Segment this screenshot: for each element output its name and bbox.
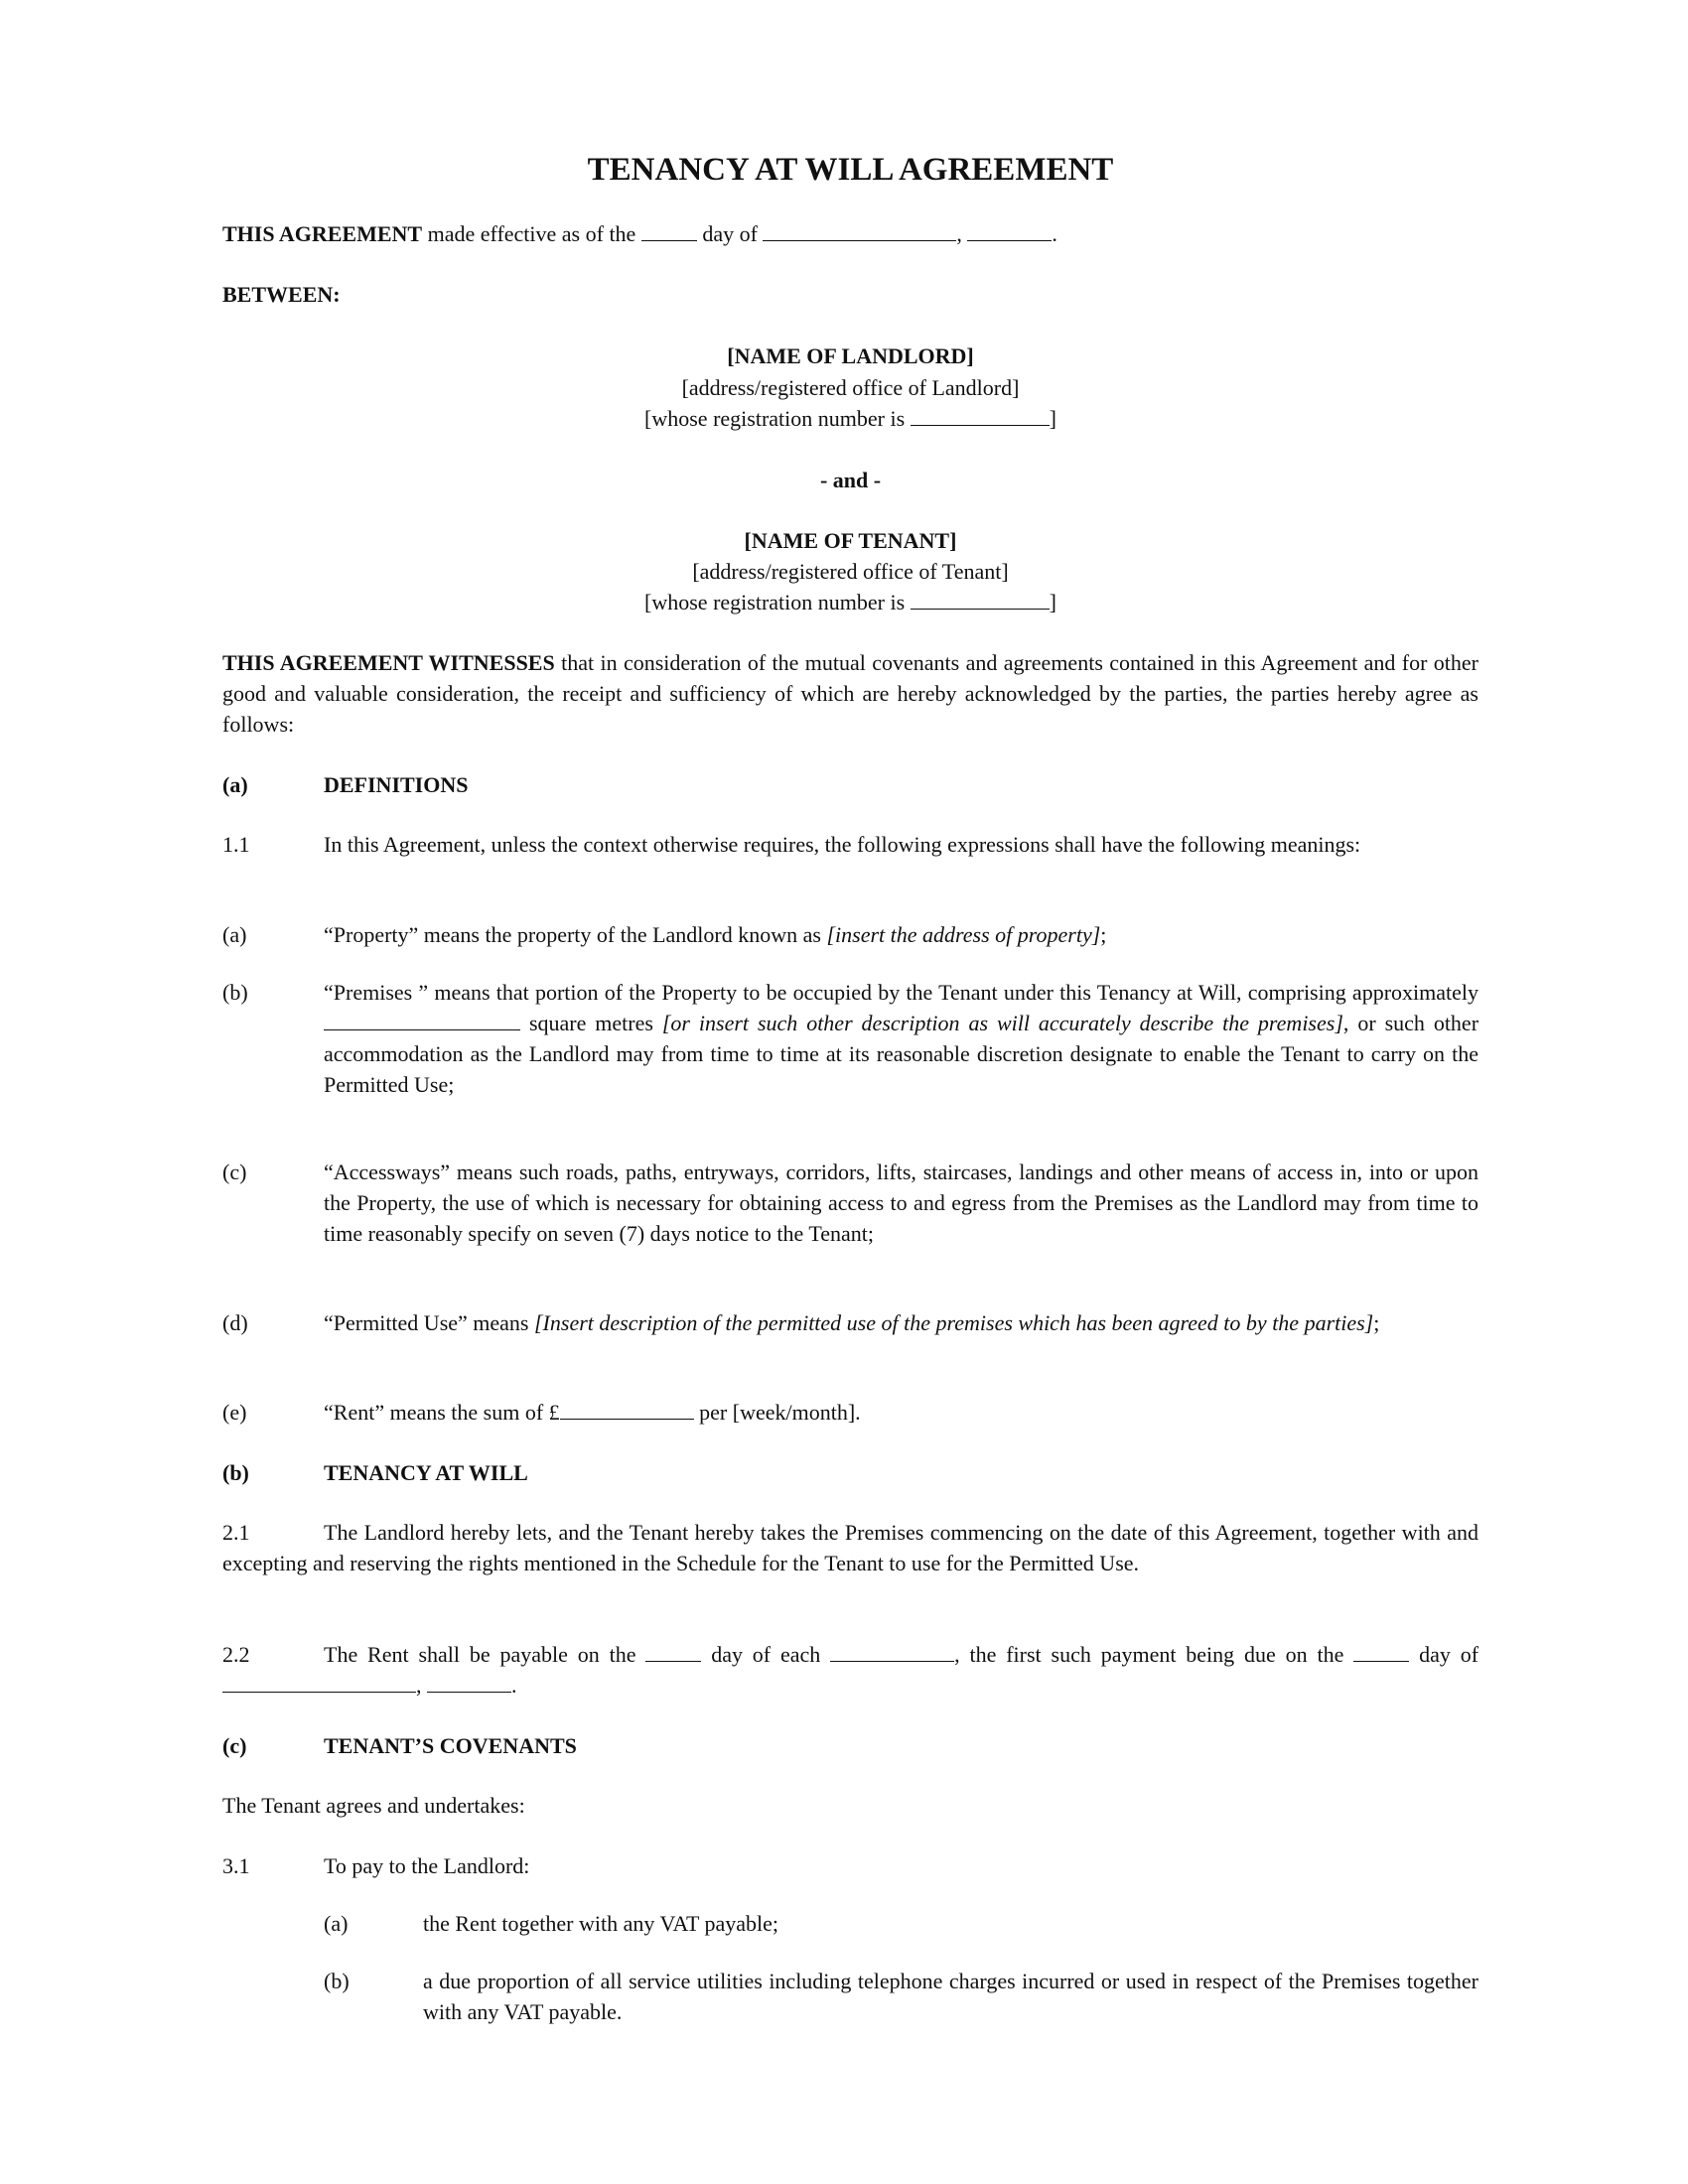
item-number: (e): [222, 1400, 247, 1425]
clause-number: 3.1: [222, 1853, 250, 1878]
def-end: ;: [1100, 922, 1107, 947]
landlord-address: [address/registered office of Landlord]: [681, 375, 1020, 400]
definition-accessways: “Accessways” means such roads, paths, entryways, corridors, lifts, staircases, landings and other means of access in, into or upon the Property, the use of which is necessary for obtaining access to and egress from the Premises as the Landlord may from time to time reasonably specify on seven (7) days notice to the Tenant;: [324, 1160, 1478, 1246]
clause-number: 2.1: [222, 1520, 250, 1545]
area-blank[interactable]: [324, 1010, 520, 1030]
clause-number: 2.2: [222, 1642, 250, 1667]
clause-3-1: To pay to the Landlord:: [324, 1853, 530, 1878]
landlord-registration: [222, 403, 1478, 434]
bracket: ]: [1049, 590, 1056, 614]
witnesses-paragraph: [222, 647, 1478, 740]
comma: ,: [956, 221, 962, 246]
clause-3-1-b: a due proportion of all service utilities including telephone charges incurred or used in respect of the Premises together with any VAT payable.: [423, 1969, 1478, 2024]
clause-number: 1.1: [222, 832, 250, 857]
first-year-blank[interactable]: [427, 1672, 511, 1693]
section-heading-tenancy: TENANCY AT WILL: [324, 1460, 528, 1485]
def-text: per [week/month].: [699, 1400, 861, 1425]
definition-rent: [324, 1397, 1478, 1428]
tenant-name: [NAME OF TENANT]: [744, 528, 957, 553]
tenant-reg-blank[interactable]: [911, 589, 1050, 610]
clause-text: , the first such payment being due on the: [954, 1642, 1344, 1667]
year-blank[interactable]: [967, 220, 1052, 241]
month-blank[interactable]: [763, 220, 956, 241]
landlord-name: [NAME OF LANDLORD]: [727, 343, 974, 368]
definition-permitted-use: [324, 1307, 1478, 1338]
clause-2-1: [222, 1517, 1478, 1578]
payment-day-blank[interactable]: [645, 1641, 701, 1662]
reg-label: [whose registration number is: [644, 590, 906, 614]
definition-property: [324, 919, 1478, 950]
def-text: “Rent” means the sum of £: [324, 1400, 560, 1425]
item-number: (b): [222, 980, 248, 1005]
reg-label: [whose registration number is: [644, 406, 906, 431]
tenant-address: [address/registered office of Tenant]: [692, 559, 1009, 584]
tenant-registration: [222, 587, 1478, 617]
item-number: (c): [222, 1160, 247, 1184]
document-title: TENANCY AT WILL AGREEMENT: [587, 152, 1114, 188]
first-month-blank[interactable]: [222, 1672, 416, 1693]
def-italic: [or insert such other description as will accurately describe the premises]: [661, 1011, 1343, 1035]
clause-text: day of each: [711, 1642, 821, 1667]
section-number: (b): [222, 1460, 249, 1485]
first-day-blank[interactable]: [1353, 1641, 1409, 1662]
clause-text: In this Agreement, unless the context otherwise requires, the following expressions shall have the following meanings:: [324, 832, 1361, 857]
intro-text: day of: [702, 221, 758, 246]
def-text: “Property” means the property of the Landlord known as: [324, 922, 821, 947]
section-heading-definitions: DEFINITIONS: [324, 772, 469, 797]
item-number: (a): [222, 922, 247, 947]
intro-bold: THIS AGREEMENT: [222, 221, 423, 246]
clause-text: The Landlord hereby lets, and the Tenant hereby takes the Premises commencing on the date of this Agreement, together with and excepting and reserving the rights mentioned in the Schedule for the Tenant to use for the Permitted Use.: [222, 1520, 1478, 1575]
clause-text: The Rent shall be payable on the: [324, 1642, 636, 1667]
section-heading-covenants: TENANT’S COVENANTS: [324, 1733, 577, 1758]
def-italic: [Insert description of the permitted use of the premises which has been agreed to by the parties]: [534, 1310, 1374, 1335]
def-text: “Premises ” means that portion of the Property to be occupied by the Tenant under this Tenancy at Will, comprising approximately: [324, 980, 1478, 1005]
clause-3-1-a: the Rent together with any VAT payable;: [423, 1911, 779, 1936]
witnesses-bold: THIS AGREEMENT WITNESSES: [222, 650, 555, 675]
comma: ,: [416, 1673, 422, 1698]
period: .: [1052, 221, 1057, 246]
clause-2-2: [222, 1639, 1478, 1701]
def-text: , or such other accommodation as the Landlord may from time to time at its reasonable discretion designate to enable the Tenant to carry on the Permitted Use;: [324, 1011, 1479, 1097]
intro-paragraph: [222, 218, 1478, 249]
def-text: “Permitted Use” means: [324, 1310, 529, 1335]
period-blank[interactable]: [830, 1641, 954, 1662]
and-separator: - and -: [819, 468, 882, 492]
witnesses-text: that in consideration of the mutual covenants and agreements contained in this Agreement and for other good and valuable consideration, the receipt and sufficiency of which are hereby acknowledged by the parties, the parties hereby agree as follows:: [222, 650, 1479, 737]
day-blank[interactable]: [641, 220, 697, 241]
intro-text: made effective as of the: [427, 221, 636, 246]
def-text: square metres: [528, 1011, 653, 1035]
between-label: BETWEEN:: [222, 282, 341, 307]
item-number: (b): [324, 1969, 350, 1993]
clause-text: day of: [1419, 1642, 1479, 1667]
tenant-agrees: The Tenant agrees and undertakes:: [222, 1793, 525, 1818]
section-number: (c): [222, 1733, 247, 1758]
landlord-reg-blank[interactable]: [911, 405, 1050, 426]
def-italic: [insert the address of property]: [826, 922, 1101, 947]
bracket: ]: [1049, 406, 1056, 431]
item-number: (d): [222, 1310, 248, 1335]
period: .: [511, 1673, 517, 1698]
section-number: (a): [222, 772, 248, 797]
def-end: ;: [1373, 1310, 1380, 1335]
rent-blank[interactable]: [560, 1399, 694, 1420]
definition-premises: [324, 977, 1478, 1100]
item-number: (a): [324, 1911, 349, 1936]
clause-1-1: [222, 829, 1478, 860]
